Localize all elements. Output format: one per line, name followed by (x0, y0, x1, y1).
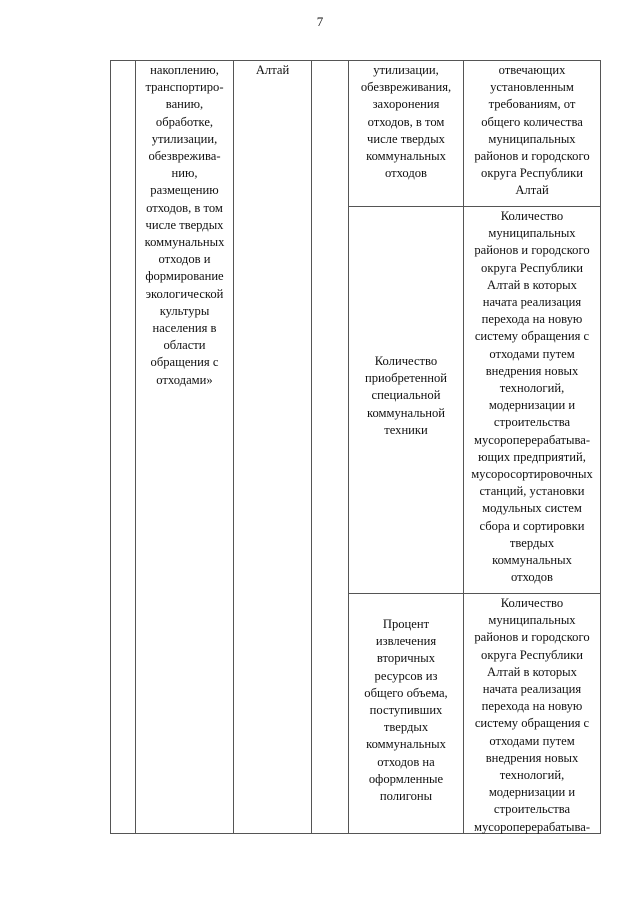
table-border-top (110, 60, 601, 61)
table-cell-indicator: Процент извлечения вторичных ресурсов из общего объема, поступивших твердых коммунальных отходов на оформленные полигоны (364, 617, 448, 804)
table-divider (233, 60, 234, 834)
page-number: 7 (316, 14, 324, 29)
table-border-right (600, 60, 601, 834)
table-cell-basis: отвечающих установленным требованиям, от общего количества муниципальных районов и городского округа Республики Алтай (474, 63, 590, 198)
row-divider (348, 206, 601, 207)
table-cell-region: Алтай (255, 63, 290, 77)
table-cell-basis: Количество муниципальных районов и городского округа Республики Алтай в которых начата реализация перехода на новую систему обращения с отходами путем внедрения новых технологий, модернизации и строительства мусороперерабатыва- (473, 596, 591, 834)
row-divider (348, 593, 601, 594)
table-cell-basis: Количество муниципальных районов и городского округа Республики Алтай в которых начата реализация перехода на новую систему обращения с отходами путем внедрения новых технологий, модернизации и строительства мусороперерабатыва- ющих предприятий, мусоросортировочных станций, установки модульных систем сбора и сортировки твердых коммунальных отходов (471, 209, 593, 585)
table-cell-indicator: утилизации, обезвреживания, захоронения отходов, в том числе твердых коммунальных отходов (360, 63, 452, 181)
table-border-left (110, 60, 111, 834)
table-cell-indicator: Количество приобретенной специальной коммунальной техники (365, 354, 447, 437)
table-cell-measure: накоплению, транспортиро- ванию, обработке, утилизации, обезврежива- нию, размещению отходов, в том числе твердых коммунальных отходов и формирование экологической культуры населения в области обращения с отходами» (144, 63, 225, 387)
table-divider (311, 60, 312, 834)
